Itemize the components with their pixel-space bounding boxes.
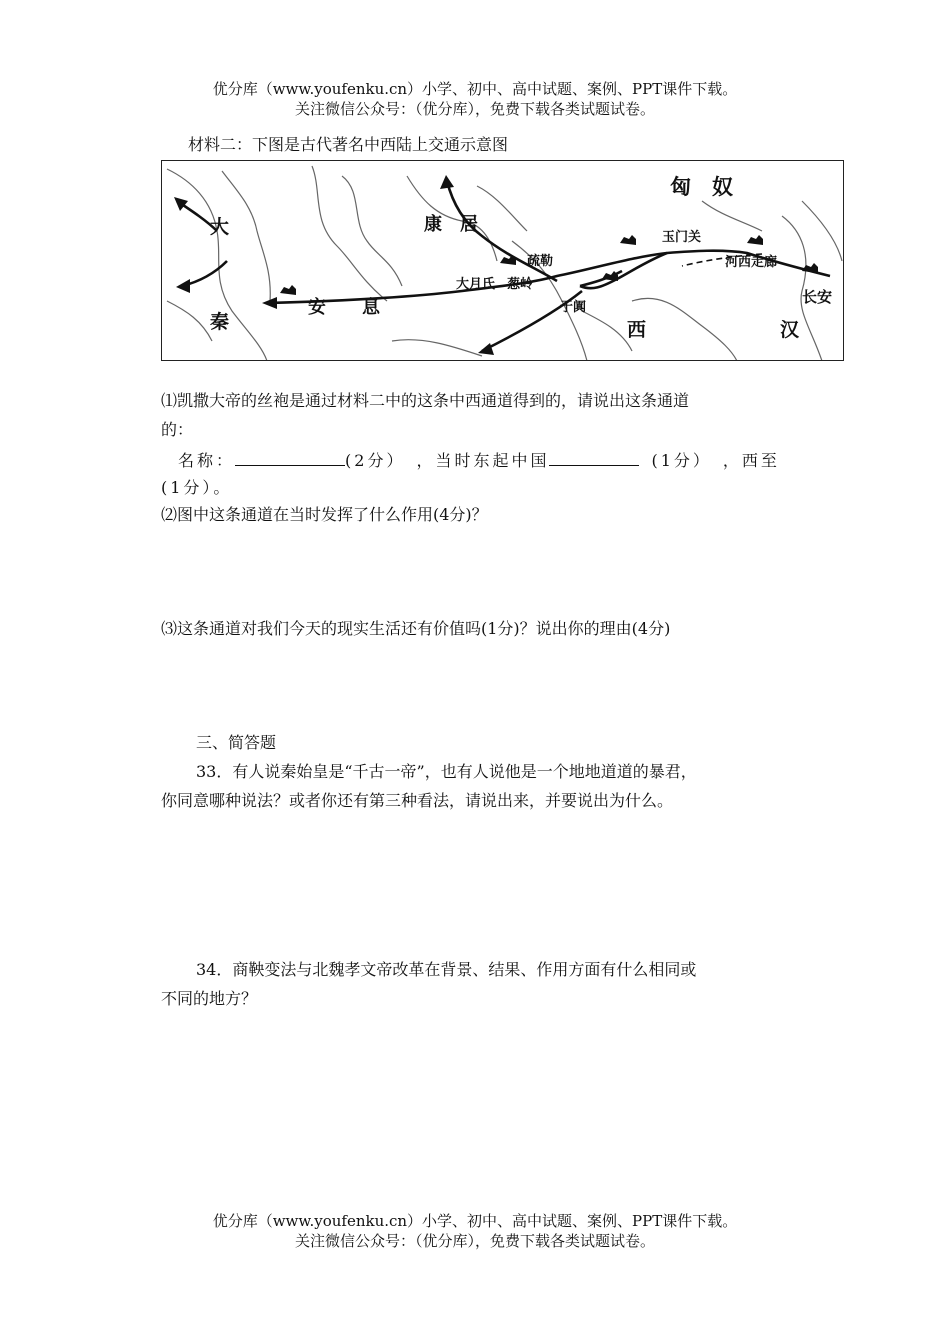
name-answer-blank[interactable] — [235, 448, 345, 466]
label-yutian: 于阗 — [560, 300, 587, 315]
silk-road-map — [161, 160, 844, 361]
arrow-west — [262, 297, 277, 309]
camel-icon — [280, 285, 296, 295]
header-line-1: 优分库（www.youfenku.cn）小学、初中、高中试题、案例、PPT课件下载。 — [212, 80, 738, 98]
label-qin: 秦 — [210, 311, 230, 333]
label-xi: 西 — [627, 319, 647, 341]
question-3: ⑶这条通道对我们今天的现实生活还有价值吗(1分)？说出你的理由(4分) — [161, 619, 671, 638]
label-da: 大 — [210, 216, 230, 238]
question-33-line-1: 33．有人说秦始皇是“千古一帝”，也有人说他是一个地地道道的暴君， — [196, 762, 697, 781]
question-2: ⑵图中这条通道在当时发挥了什么作用(4分)？ — [161, 505, 488, 524]
label-anxi: 安 息 — [308, 297, 380, 318]
question-1-line-2: 的： — [161, 420, 194, 439]
header-line-2: 关注微信公众号：（优分库），免费下载各类试题试卷。 — [294, 100, 655, 118]
arrow-north — [440, 175, 454, 189]
question-33-line-2: 你同意哪种说法？或者你还有第三种看法，请说出来，并要说出为什么。 — [161, 791, 674, 810]
score-b: (1分） ，西至 — [651, 451, 780, 470]
camel-icon — [802, 263, 818, 273]
camel-icon — [620, 235, 636, 245]
arrow-northwest — [174, 197, 188, 211]
score-a: (2分） ，当时东起中国 — [345, 451, 550, 470]
question-34-line-2: 不同的地方？ — [161, 989, 258, 1008]
arrow-west-2 — [176, 279, 190, 293]
label-han: 汉 — [780, 319, 800, 341]
footer-line-2: 关注微信公众号：（优分库），免费下载各类试题试卷。 — [294, 1232, 655, 1250]
east-start-answer-blank[interactable] — [549, 448, 639, 466]
label-yumenguan: 玉门关 — [662, 230, 702, 245]
question-1-west-end-line — [161, 476, 232, 500]
label-congling: 葱岭 — [507, 277, 534, 292]
question-1-fill-line — [178, 448, 780, 473]
section-3-title: 三、简答题 — [196, 733, 277, 752]
label-changan: 长安 — [802, 288, 833, 306]
map-canvas — [162, 161, 844, 361]
label-kangju: 康 居 — [424, 214, 478, 235]
label-xiongnu: 匈 奴 — [670, 175, 733, 199]
camel-icon — [747, 235, 763, 245]
label-dayuezhi: 大月氏 — [456, 277, 496, 292]
question-34-line-1: 34．商鞅变法与北魏孝文帝改革在背景、结果、作用方面有什么相同或 — [196, 960, 697, 979]
question-1-line-1: ⑴凯撒大帝的丝袍是通过材料二中的这条中西通道得到的，请说出这条通道 — [161, 391, 690, 410]
map-place-labels — [210, 175, 832, 341]
label-hexi: 河西走廊 — [725, 255, 778, 270]
name-label: 名称： — [178, 451, 236, 470]
label-shule: 疏勒 — [527, 254, 554, 269]
score-c: (1分）。 — [161, 478, 233, 497]
footer-line-1: 优分库（www.youfenku.cn）小学、初中、高中试题、案例、PPT课件下载。 — [212, 1212, 738, 1230]
material-intro: 材料二：下图是古代著名中西陆上交通示意图 — [188, 135, 509, 154]
